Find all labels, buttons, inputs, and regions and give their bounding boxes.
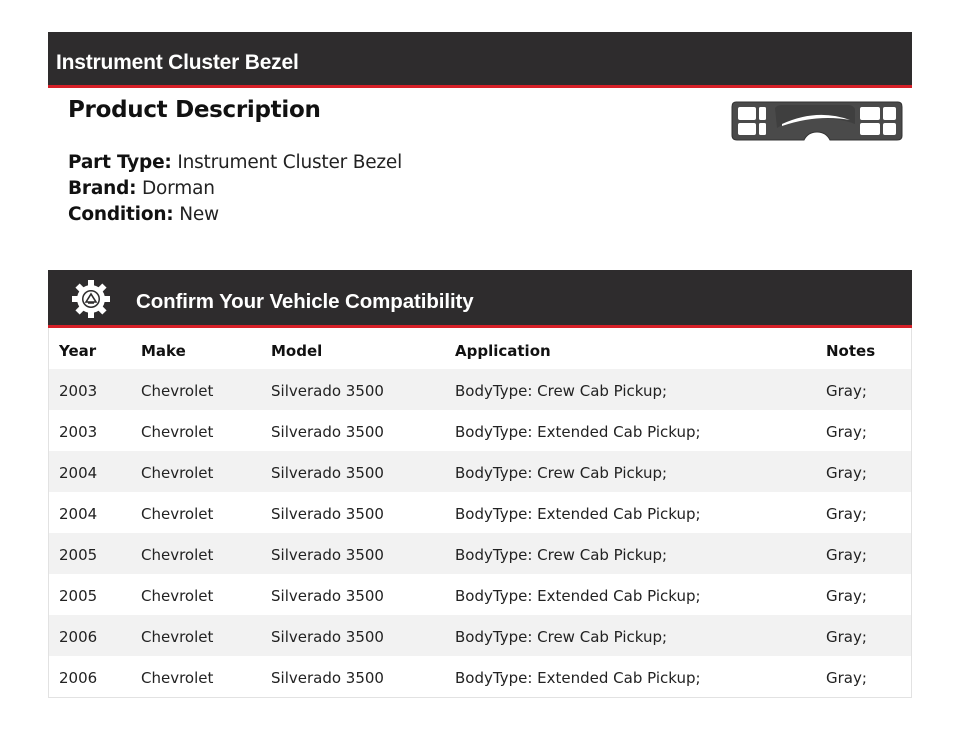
cell-model: Silverado 3500 — [271, 382, 384, 400]
cell-year: 2004 — [59, 505, 98, 523]
cell-model: Silverado 3500 — [271, 505, 384, 523]
cell-model: Silverado 3500 — [271, 423, 384, 441]
spec-label: Brand: — [68, 178, 137, 199]
table-row — [49, 574, 911, 615]
cell-make: Chevrolet — [141, 464, 214, 482]
cell-model: Silverado 3500 — [271, 669, 384, 687]
cell-application: BodyType: Extended Cab Pickup; — [455, 587, 701, 605]
cell-notes: Gray; — [826, 464, 867, 482]
gear-icon — [70, 278, 112, 320]
compatibility-table — [48, 328, 912, 698]
column-header-notes: Notes — [826, 342, 876, 360]
cell-application: BodyType: Extended Cab Pickup; — [455, 669, 701, 687]
spec-value: Instrument Cluster Bezel — [177, 152, 403, 173]
title-bar — [48, 32, 912, 88]
cell-make: Chevrolet — [141, 669, 214, 687]
cell-year: 2006 — [59, 669, 98, 687]
spec-value: Dorman — [142, 178, 215, 199]
spec-brand — [68, 178, 215, 199]
cell-year: 2004 — [59, 464, 98, 482]
cell-application: BodyType: Crew Cab Pickup; — [455, 382, 668, 400]
cell-model: Silverado 3500 — [271, 628, 384, 646]
cell-application: BodyType: Crew Cab Pickup; — [455, 546, 668, 564]
spec-label: Condition: — [68, 204, 174, 225]
cell-application: BodyType: Extended Cab Pickup; — [455, 423, 701, 441]
cell-model: Silverado 3500 — [271, 464, 384, 482]
compatibility-title: Confirm Your Vehicle Compatibility — [136, 290, 474, 313]
cell-year: 2005 — [59, 546, 98, 564]
cell-application: BodyType: Extended Cab Pickup; — [455, 505, 701, 523]
cell-application: BodyType: Crew Cab Pickup; — [455, 464, 668, 482]
spec-label: Part Type: — [68, 152, 172, 173]
cell-notes: Gray; — [826, 423, 867, 441]
product-description-heading: Product Description — [68, 97, 321, 123]
cell-make: Chevrolet — [141, 505, 214, 523]
table-row — [49, 369, 911, 410]
cell-make: Chevrolet — [141, 628, 214, 646]
table-row — [49, 410, 911, 451]
page-title: Instrument Cluster Bezel — [56, 51, 299, 74]
table-row — [49, 492, 911, 533]
table-header-row — [49, 328, 911, 369]
cell-make: Chevrolet — [141, 382, 214, 400]
column-header-application: Application — [455, 342, 551, 360]
table-row — [49, 615, 911, 656]
cell-notes: Gray; — [826, 505, 867, 523]
cell-application: BodyType: Crew Cab Pickup; — [455, 628, 668, 646]
cell-year: 2003 — [59, 382, 98, 400]
cell-notes: Gray; — [826, 669, 867, 687]
cell-make: Chevrolet — [141, 423, 214, 441]
cell-model: Silverado 3500 — [271, 546, 384, 564]
cell-make: Chevrolet — [141, 587, 214, 605]
cell-notes: Gray; — [826, 587, 867, 605]
column-header-model: Model — [271, 342, 323, 360]
cell-notes: Gray; — [826, 628, 867, 646]
cell-notes: Gray; — [826, 546, 867, 564]
column-header-make: Make — [141, 342, 186, 360]
cell-make: Chevrolet — [141, 546, 214, 564]
table-row — [49, 451, 911, 492]
compatibility-header — [48, 270, 912, 328]
cell-model: Silverado 3500 — [271, 587, 384, 605]
cell-year: 2005 — [59, 587, 98, 605]
cell-year: 2006 — [59, 628, 98, 646]
spec-value: New — [179, 204, 219, 225]
cell-year: 2003 — [59, 423, 98, 441]
cell-notes: Gray; — [826, 382, 867, 400]
table-row — [49, 533, 911, 574]
product-image — [730, 98, 904, 144]
spec-condition — [68, 204, 219, 225]
spec-part-type — [68, 152, 402, 173]
column-header-year: Year — [59, 342, 97, 360]
table-row — [49, 656, 911, 697]
